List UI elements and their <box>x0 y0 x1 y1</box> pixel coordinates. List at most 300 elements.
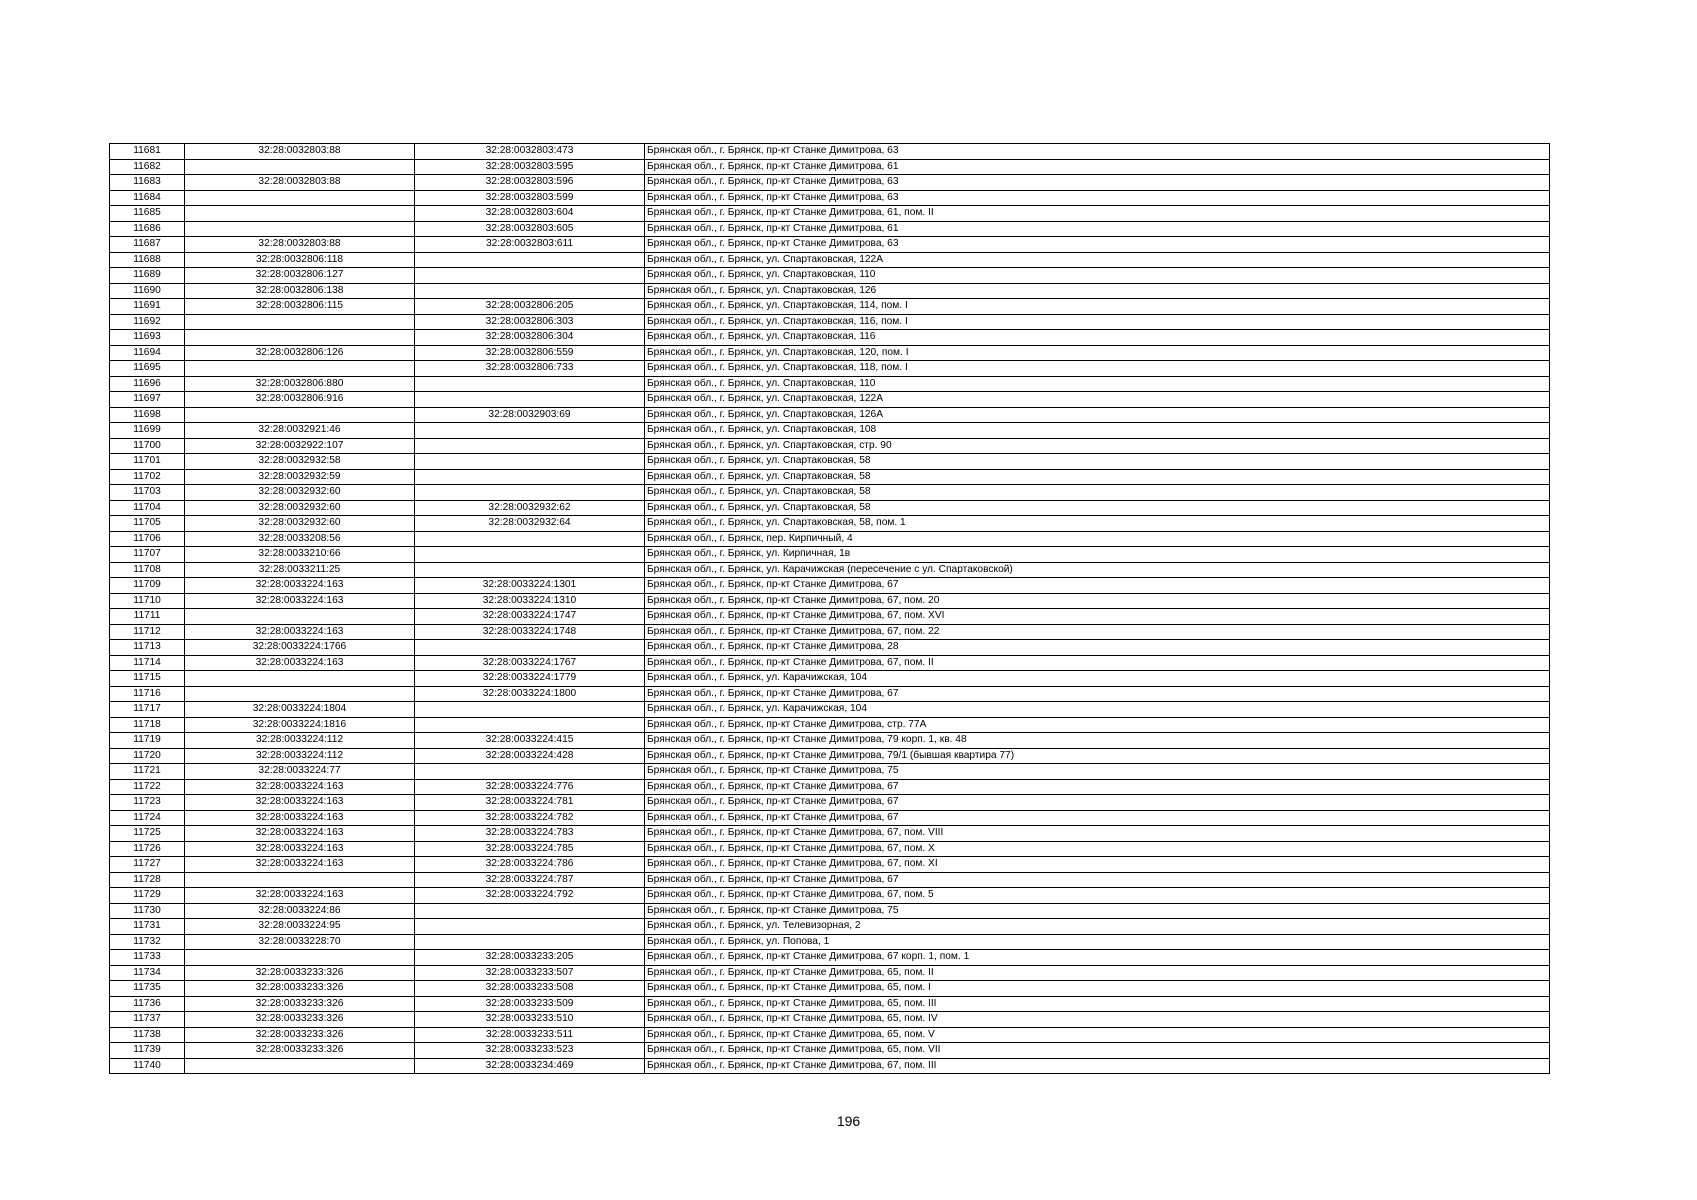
address-cell: Брянская обл., г. Брянск, пер. Кирпичный, 4 <box>645 531 1550 547</box>
parent-cadastral-number-cell: 32:28:0033224:163 <box>185 593 415 609</box>
table-row <box>110 857 1550 873</box>
object-cadastral-number-cell <box>415 640 645 656</box>
table-row <box>110 376 1550 392</box>
row-number-cell: 11699 <box>110 423 185 439</box>
address-cell: Брянская обл., г. Брянск, пр-кт Станке Димитрова, 65, пом. I <box>645 981 1550 997</box>
object-cadastral-number-cell: 32:28:0033233:523 <box>415 1043 645 1059</box>
object-cadastral-number-cell: 32:28:0032806:205 <box>415 299 645 315</box>
row-number-cell: 11691 <box>110 299 185 315</box>
parent-cadastral-number-cell <box>185 314 415 330</box>
address-cell: Брянская обл., г. Брянск, пр-кт Станке Димитрова, 61 <box>645 221 1550 237</box>
table-row <box>110 345 1550 361</box>
row-number-cell: 11708 <box>110 562 185 578</box>
parent-cadastral-number-cell <box>185 159 415 175</box>
row-number-cell: 11732 <box>110 934 185 950</box>
address-cell: Брянская обл., г. Брянск, пр-кт Станке Димитрова, 63 <box>645 190 1550 206</box>
object-cadastral-number-cell <box>415 919 645 935</box>
address-cell: Брянская обл., г. Брянск, ул. Спартаковская, 122А <box>645 252 1550 268</box>
object-cadastral-number-cell: 32:28:0033224:783 <box>415 826 645 842</box>
table-row <box>110 903 1550 919</box>
table-row <box>110 733 1550 749</box>
parent-cadastral-number-cell <box>185 330 415 346</box>
row-number-cell: 11736 <box>110 996 185 1012</box>
parent-cadastral-number-cell <box>185 686 415 702</box>
table-row <box>110 686 1550 702</box>
address-cell: Брянская обл., г. Брянск, пр-кт Станке Димитрова, 67 корп. 1, пом. 1 <box>645 950 1550 966</box>
object-cadastral-number-cell: 32:28:0032903:69 <box>415 407 645 423</box>
object-cadastral-number-cell: 32:28:0033224:786 <box>415 857 645 873</box>
address-cell: Брянская обл., г. Брянск, ул. Попова, 1 <box>645 934 1550 950</box>
address-cell: Брянская обл., г. Брянск, пр-кт Станке Димитрова, 67 <box>645 872 1550 888</box>
object-cadastral-number-cell: 32:28:0033224:1779 <box>415 671 645 687</box>
address-cell: Брянская обл., г. Брянск, ул. Спартаковская, 118, пом. I <box>645 361 1550 377</box>
row-number-cell: 11693 <box>110 330 185 346</box>
parent-cadastral-number-cell: 32:28:0033224:86 <box>185 903 415 919</box>
table-row <box>110 888 1550 904</box>
table-row <box>110 314 1550 330</box>
parent-cadastral-number-cell <box>185 671 415 687</box>
address-cell: Брянская обл., г. Брянск, пр-кт Станке Димитрова, 67, пом. 20 <box>645 593 1550 609</box>
table-row <box>110 531 1550 547</box>
table-row <box>110 268 1550 284</box>
address-cell: Брянская обл., г. Брянск, пр-кт Станке Димитрова, 67, пом. XVI <box>645 609 1550 625</box>
table-row <box>110 252 1550 268</box>
object-cadastral-number-cell: 32:28:0032806:733 <box>415 361 645 377</box>
row-number-cell: 11738 <box>110 1027 185 1043</box>
address-cell: Брянская обл., г. Брянск, ул. Спартаковская, 116 <box>645 330 1550 346</box>
address-cell: Брянская обл., г. Брянск, пр-кт Станке Димитрова, 67, пом. VIII <box>645 826 1550 842</box>
row-number-cell: 11719 <box>110 733 185 749</box>
row-number-cell: 11681 <box>110 144 185 160</box>
address-cell: Брянская обл., г. Брянск, ул. Спартаковская, 122А <box>645 392 1550 408</box>
parent-cadastral-number-cell: 32:28:0033233:326 <box>185 996 415 1012</box>
object-cadastral-number-cell <box>415 438 645 454</box>
parent-cadastral-number-cell <box>185 190 415 206</box>
object-cadastral-number-cell: 32:28:0032932:62 <box>415 500 645 516</box>
parent-cadastral-number-cell <box>185 206 415 222</box>
parent-cadastral-number-cell: 32:28:0033233:326 <box>185 981 415 997</box>
address-cell: Брянская обл., г. Брянск, ул. Спартаковская, 110 <box>645 268 1550 284</box>
row-number-cell: 11733 <box>110 950 185 966</box>
table-row <box>110 965 1550 981</box>
parent-cadastral-number-cell: 32:28:0033233:326 <box>185 1043 415 1059</box>
address-cell: Брянская обл., г. Брянск, пр-кт Станке Димитрова, 79/1 (бывшая квартира 77) <box>645 748 1550 764</box>
table-row <box>110 934 1550 950</box>
row-number-cell: 11714 <box>110 655 185 671</box>
address-cell: Брянская обл., г. Брянск, ул. Карачижская (пересечение с ул. Спартаковской) <box>645 562 1550 578</box>
object-cadastral-number-cell <box>415 934 645 950</box>
table-row <box>110 500 1550 516</box>
table-row <box>110 764 1550 780</box>
row-number-cell: 11682 <box>110 159 185 175</box>
row-number-cell: 11706 <box>110 531 185 547</box>
row-number-cell: 11725 <box>110 826 185 842</box>
table-row <box>110 655 1550 671</box>
object-cadastral-number-cell <box>415 454 645 470</box>
parent-cadastral-number-cell: 32:28:0032803:88 <box>185 144 415 160</box>
address-cell: Брянская обл., г. Брянск, пр-кт Станке Димитрова, 61 <box>645 159 1550 175</box>
row-number-cell: 11723 <box>110 795 185 811</box>
row-number-cell: 11735 <box>110 981 185 997</box>
parent-cadastral-number-cell <box>185 361 415 377</box>
object-cadastral-number-cell: 32:28:0033224:792 <box>415 888 645 904</box>
address-cell: Брянская обл., г. Брянск, пр-кт Станке Димитрова, 67 <box>645 578 1550 594</box>
address-cell: Брянская обл., г. Брянск, ул. Карачижская, 104 <box>645 671 1550 687</box>
address-cell: Брянская обл., г. Брянск, ул. Спартаковская, 116, пом. I <box>645 314 1550 330</box>
table-row <box>110 578 1550 594</box>
table-row <box>110 175 1550 191</box>
address-cell: Брянская обл., г. Брянск, ул. Спартаковская, 108 <box>645 423 1550 439</box>
parent-cadastral-number-cell: 32:28:0033224:1766 <box>185 640 415 656</box>
object-cadastral-number-cell: 32:28:0033224:787 <box>415 872 645 888</box>
object-cadastral-number-cell <box>415 252 645 268</box>
object-cadastral-number-cell: 32:28:0033224:781 <box>415 795 645 811</box>
table-row <box>110 392 1550 408</box>
address-cell: Брянская обл., г. Брянск, пр-кт Станке Димитрова, 65, пом. II <box>645 965 1550 981</box>
address-cell: Брянская обл., г. Брянск, ул. Спартаковская, 120, пом. I <box>645 345 1550 361</box>
row-number-cell: 11730 <box>110 903 185 919</box>
table-row <box>110 547 1550 563</box>
object-cadastral-number-cell: 32:28:0033224:776 <box>415 779 645 795</box>
table-row <box>110 361 1550 377</box>
table-row <box>110 237 1550 253</box>
parent-cadastral-number-cell: 32:28:0032806:916 <box>185 392 415 408</box>
table-row <box>110 609 1550 625</box>
parent-cadastral-number-cell: 32:28:0033233:326 <box>185 1012 415 1028</box>
object-cadastral-number-cell <box>415 764 645 780</box>
table-row <box>110 671 1550 687</box>
object-cadastral-number-cell <box>415 903 645 919</box>
address-cell: Брянская обл., г. Брянск, ул. Спартаковская, 114, пом. I <box>645 299 1550 315</box>
row-number-cell: 11724 <box>110 810 185 826</box>
table-row <box>110 624 1550 640</box>
object-cadastral-number-cell: 32:28:0032803:596 <box>415 175 645 191</box>
address-cell: Брянская обл., г. Брянск, пр-кт Станке Димитрова, стр. 77А <box>645 717 1550 733</box>
object-cadastral-number-cell: 32:28:0032806:303 <box>415 314 645 330</box>
address-cell: Брянская обл., г. Брянск, ул. Спартаковская, стр. 90 <box>645 438 1550 454</box>
object-cadastral-number-cell: 32:28:0032803:605 <box>415 221 645 237</box>
address-cell: Брянская обл., г. Брянск, пр-кт Станке Димитрова, 67, пом. II <box>645 655 1550 671</box>
row-number-cell: 11729 <box>110 888 185 904</box>
table-row <box>110 469 1550 485</box>
parent-cadastral-number-cell: 32:28:0033224:77 <box>185 764 415 780</box>
row-number-cell: 11701 <box>110 454 185 470</box>
row-number-cell: 11685 <box>110 206 185 222</box>
object-cadastral-number-cell: 32:28:0032803:604 <box>415 206 645 222</box>
object-cadastral-number-cell: 32:28:0033233:507 <box>415 965 645 981</box>
row-number-cell: 11737 <box>110 1012 185 1028</box>
address-cell: Брянская обл., г. Брянск, пр-кт Станке Димитрова, 61, пом. II <box>645 206 1550 222</box>
row-number-cell: 11707 <box>110 547 185 563</box>
address-cell: Брянская обл., г. Брянск, ул. Спартаковская, 58 <box>645 485 1550 501</box>
row-number-cell: 11717 <box>110 702 185 718</box>
object-cadastral-number-cell: 32:28:0032803:599 <box>415 190 645 206</box>
parent-cadastral-number-cell: 32:28:0032806:118 <box>185 252 415 268</box>
row-number-cell: 11705 <box>110 516 185 532</box>
row-number-cell: 11686 <box>110 221 185 237</box>
parent-cadastral-number-cell: 32:28:0033224:163 <box>185 779 415 795</box>
row-number-cell: 11740 <box>110 1058 185 1074</box>
parent-cadastral-number-cell: 32:28:0033224:95 <box>185 919 415 935</box>
parent-cadastral-number-cell: 32:28:0032806:880 <box>185 376 415 392</box>
object-cadastral-number-cell <box>415 562 645 578</box>
parent-cadastral-number-cell: 32:28:0032932:59 <box>185 469 415 485</box>
address-cell: Брянская обл., г. Брянск, ул. Карачижская, 104 <box>645 702 1550 718</box>
table-row <box>110 810 1550 826</box>
object-cadastral-number-cell: 32:28:0032932:64 <box>415 516 645 532</box>
parent-cadastral-number-cell: 32:28:0033233:326 <box>185 965 415 981</box>
object-cadastral-number-cell <box>415 531 645 547</box>
row-number-cell: 11703 <box>110 485 185 501</box>
registry-table-body <box>110 144 1550 1074</box>
address-cell: Брянская обл., г. Брянск, ул. Спартаковская, 58, пом. 1 <box>645 516 1550 532</box>
parent-cadastral-number-cell <box>185 221 415 237</box>
row-number-cell: 11700 <box>110 438 185 454</box>
parent-cadastral-number-cell: 32:28:0032806:138 <box>185 283 415 299</box>
address-cell: Брянская обл., г. Брянск, пр-кт Станке Димитрова, 65, пом. V <box>645 1027 1550 1043</box>
address-cell: Брянская обл., г. Брянск, ул. Спартаковская, 110 <box>645 376 1550 392</box>
object-cadastral-number-cell: 32:28:0033224:1310 <box>415 593 645 609</box>
table-row <box>110 717 1550 733</box>
table-row <box>110 423 1550 439</box>
object-cadastral-number-cell <box>415 717 645 733</box>
object-cadastral-number-cell: 32:28:0033233:509 <box>415 996 645 1012</box>
table-row <box>110 779 1550 795</box>
object-cadastral-number-cell: 32:28:0033224:782 <box>415 810 645 826</box>
row-number-cell: 11712 <box>110 624 185 640</box>
parent-cadastral-number-cell <box>185 872 415 888</box>
parent-cadastral-number-cell: 32:28:0033224:112 <box>185 748 415 764</box>
parent-cadastral-number-cell: 32:28:0033224:1816 <box>185 717 415 733</box>
object-cadastral-number-cell: 32:28:0033233:508 <box>415 981 645 997</box>
parent-cadastral-number-cell: 32:28:0033210:66 <box>185 547 415 563</box>
table-row <box>110 748 1550 764</box>
object-cadastral-number-cell: 32:28:0033233:510 <box>415 1012 645 1028</box>
address-cell: Брянская обл., г. Брянск, пр-кт Станке Димитрова, 65, пом. IV <box>645 1012 1550 1028</box>
object-cadastral-number-cell <box>415 469 645 485</box>
object-cadastral-number-cell: 32:28:0033224:1800 <box>415 686 645 702</box>
parent-cadastral-number-cell: 32:28:0033224:163 <box>185 888 415 904</box>
row-number-cell: 11716 <box>110 686 185 702</box>
table-row <box>110 221 1550 237</box>
address-cell: Брянская обл., г. Брянск, пр-кт Станке Димитрова, 63 <box>645 175 1550 191</box>
parent-cadastral-number-cell: 32:28:0033224:112 <box>185 733 415 749</box>
parent-cadastral-number-cell: 32:28:0032803:88 <box>185 237 415 253</box>
object-cadastral-number-cell: 32:28:0033234:469 <box>415 1058 645 1074</box>
table-row <box>110 919 1550 935</box>
parent-cadastral-number-cell <box>185 609 415 625</box>
table-row <box>110 702 1550 718</box>
address-cell: Брянская обл., г. Брянск, пр-кт Станке Димитрова, 65, пом. VII <box>645 1043 1550 1059</box>
table-row <box>110 485 1550 501</box>
address-cell: Брянская обл., г. Брянск, пр-кт Станке Димитрова, 67 <box>645 686 1550 702</box>
parent-cadastral-number-cell: 32:28:0033224:163 <box>185 795 415 811</box>
row-number-cell: 11689 <box>110 268 185 284</box>
table-row <box>110 144 1550 160</box>
row-number-cell: 11713 <box>110 640 185 656</box>
row-number-cell: 11734 <box>110 965 185 981</box>
parent-cadastral-number-cell: 32:28:0033224:163 <box>185 857 415 873</box>
row-number-cell: 11697 <box>110 392 185 408</box>
row-number-cell: 11726 <box>110 841 185 857</box>
parent-cadastral-number-cell <box>185 1058 415 1074</box>
parent-cadastral-number-cell: 32:28:0033224:163 <box>185 826 415 842</box>
parent-cadastral-number-cell: 32:28:0032921:46 <box>185 423 415 439</box>
object-cadastral-number-cell: 32:28:0033224:1767 <box>415 655 645 671</box>
object-cadastral-number-cell <box>415 485 645 501</box>
table-row <box>110 996 1550 1012</box>
table-row <box>110 640 1550 656</box>
row-number-cell: 11704 <box>110 500 185 516</box>
parent-cadastral-number-cell: 32:28:0032803:88 <box>185 175 415 191</box>
parent-cadastral-number-cell: 32:28:0032932:60 <box>185 500 415 516</box>
address-cell: Брянская обл., г. Брянск, ул. Кирпичная, 1в <box>645 547 1550 563</box>
table-row <box>110 841 1550 857</box>
table-row <box>110 1012 1550 1028</box>
row-number-cell: 11718 <box>110 717 185 733</box>
parent-cadastral-number-cell: 32:28:0032932:60 <box>185 485 415 501</box>
row-number-cell: 11698 <box>110 407 185 423</box>
table-row <box>110 562 1550 578</box>
row-number-cell: 11709 <box>110 578 185 594</box>
address-cell: Брянская обл., г. Брянск, пр-кт Станке Димитрова, 67 <box>645 795 1550 811</box>
table-row <box>110 159 1550 175</box>
object-cadastral-number-cell <box>415 423 645 439</box>
row-number-cell: 11692 <box>110 314 185 330</box>
row-number-cell: 11710 <box>110 593 185 609</box>
parent-cadastral-number-cell: 32:28:0033208:56 <box>185 531 415 547</box>
object-cadastral-number-cell: 32:28:0033224:1747 <box>415 609 645 625</box>
object-cadastral-number-cell: 32:28:0033224:1748 <box>415 624 645 640</box>
object-cadastral-number-cell <box>415 702 645 718</box>
address-cell: Брянская обл., г. Брянск, пр-кт Станке Димитрова, 67, пом. XI <box>645 857 1550 873</box>
object-cadastral-number-cell: 32:28:0032803:595 <box>415 159 645 175</box>
row-number-cell: 11683 <box>110 175 185 191</box>
address-cell: Брянская обл., г. Брянск, пр-кт Станке Димитрова, 28 <box>645 640 1550 656</box>
table-row <box>110 981 1550 997</box>
row-number-cell: 11695 <box>110 361 185 377</box>
table-row <box>110 206 1550 222</box>
page-number: 196 <box>836 1113 861 1129</box>
table-row <box>110 299 1550 315</box>
object-cadastral-number-cell: 32:28:0032803:611 <box>415 237 645 253</box>
address-cell: Брянская обл., г. Брянск, ул. Спартаковская, 126А <box>645 407 1550 423</box>
row-number-cell: 11720 <box>110 748 185 764</box>
parent-cadastral-number-cell: 32:28:0032806:126 <box>185 345 415 361</box>
address-cell: Брянская обл., г. Брянск, ул. Спартаковская, 58 <box>645 500 1550 516</box>
table-row <box>110 438 1550 454</box>
row-number-cell: 11722 <box>110 779 185 795</box>
address-cell: Брянская обл., г. Брянск, пр-кт Станке Димитрова, 75 <box>645 764 1550 780</box>
object-cadastral-number-cell <box>415 547 645 563</box>
row-number-cell: 11702 <box>110 469 185 485</box>
object-cadastral-number-cell <box>415 392 645 408</box>
object-cadastral-number-cell: 32:28:0033224:428 <box>415 748 645 764</box>
table-row <box>110 1027 1550 1043</box>
table-row <box>110 330 1550 346</box>
row-number-cell: 11696 <box>110 376 185 392</box>
object-cadastral-number-cell <box>415 268 645 284</box>
address-cell: Брянская обл., г. Брянск, пр-кт Станке Димитрова, 67, пом. X <box>645 841 1550 857</box>
address-cell: Брянская обл., г. Брянск, пр-кт Станке Димитрова, 67, пом. III <box>645 1058 1550 1074</box>
table-row <box>110 454 1550 470</box>
parent-cadastral-number-cell: 32:28:0032806:127 <box>185 268 415 284</box>
address-cell: Брянская обл., г. Брянск, пр-кт Станке Димитрова, 67 <box>645 779 1550 795</box>
address-cell: Брянская обл., г. Брянск, пр-кт Станке Димитрова, 67, пом. 5 <box>645 888 1550 904</box>
address-cell: Брянская обл., г. Брянск, пр-кт Станке Димитрова, 75 <box>645 903 1550 919</box>
object-cadastral-number-cell <box>415 376 645 392</box>
object-cadastral-number-cell: 32:28:0032803:473 <box>415 144 645 160</box>
row-number-cell: 11715 <box>110 671 185 687</box>
address-cell: Брянская обл., г. Брянск, ул. Спартаковская, 58 <box>645 469 1550 485</box>
object-cadastral-number-cell: 32:28:0032806:304 <box>415 330 645 346</box>
table-row <box>110 872 1550 888</box>
object-cadastral-number-cell: 32:28:0033233:205 <box>415 950 645 966</box>
row-number-cell: 11688 <box>110 252 185 268</box>
row-number-cell: 11739 <box>110 1043 185 1059</box>
object-cadastral-number-cell: 32:28:0033224:415 <box>415 733 645 749</box>
table-row <box>110 516 1550 532</box>
parent-cadastral-number-cell: 32:28:0033224:163 <box>185 655 415 671</box>
row-number-cell: 11721 <box>110 764 185 780</box>
address-cell: Брянская обл., г. Брянск, пр-кт Станке Димитрова, 67 <box>645 810 1550 826</box>
row-number-cell: 11711 <box>110 609 185 625</box>
row-number-cell: 11731 <box>110 919 185 935</box>
address-cell: Брянская обл., г. Брянск, пр-кт Станке Димитрова, 67, пом. 22 <box>645 624 1550 640</box>
table-row <box>110 283 1550 299</box>
row-number-cell: 11727 <box>110 857 185 873</box>
table-row <box>110 407 1550 423</box>
parent-cadastral-number-cell: 32:28:0033228:70 <box>185 934 415 950</box>
object-cadastral-number-cell: 32:28:0033233:511 <box>415 1027 645 1043</box>
address-cell: Брянская обл., г. Брянск, пр-кт Станке Димитрова, 65, пом. III <box>645 996 1550 1012</box>
row-number-cell: 11728 <box>110 872 185 888</box>
table-row <box>110 950 1550 966</box>
address-cell: Брянская обл., г. Брянск, ул. Телевизорная, 2 <box>645 919 1550 935</box>
parent-cadastral-number-cell: 32:28:0032932:58 <box>185 454 415 470</box>
parent-cadastral-number-cell: 32:28:0033224:163 <box>185 841 415 857</box>
parent-cadastral-number-cell: 32:28:0032922:107 <box>185 438 415 454</box>
parent-cadastral-number-cell: 32:28:0032806:115 <box>185 299 415 315</box>
row-number-cell: 11694 <box>110 345 185 361</box>
table-row <box>110 1043 1550 1059</box>
parent-cadastral-number-cell: 32:28:0032932:60 <box>185 516 415 532</box>
object-cadastral-number-cell: 32:28:0033224:785 <box>415 841 645 857</box>
address-cell: Брянская обл., г. Брянск, пр-кт Станке Димитрова, 63 <box>645 144 1550 160</box>
parent-cadastral-number-cell <box>185 407 415 423</box>
address-cell: Брянская обл., г. Брянск, пр-кт Станке Димитрова, 79 корп. 1, кв. 48 <box>645 733 1550 749</box>
parent-cadastral-number-cell: 32:28:0033224:163 <box>185 578 415 594</box>
table-row <box>110 1058 1550 1074</box>
address-cell: Брянская обл., г. Брянск, ул. Спартаковская, 126 <box>645 283 1550 299</box>
parent-cadastral-number-cell: 32:28:0033224:1804 <box>185 702 415 718</box>
parent-cadastral-number-cell: 32:28:0033211:25 <box>185 562 415 578</box>
parent-cadastral-number-cell: 32:28:0033224:163 <box>185 624 415 640</box>
table-row <box>110 190 1550 206</box>
row-number-cell: 11687 <box>110 237 185 253</box>
table-row <box>110 795 1550 811</box>
parent-cadastral-number-cell: 32:28:0033233:326 <box>185 1027 415 1043</box>
registry-table <box>109 143 1550 1074</box>
parent-cadastral-number-cell <box>185 950 415 966</box>
parent-cadastral-number-cell: 32:28:0033224:163 <box>185 810 415 826</box>
table-row <box>110 593 1550 609</box>
address-cell: Брянская обл., г. Брянск, пр-кт Станке Димитрова, 63 <box>645 237 1550 253</box>
table-row <box>110 826 1550 842</box>
object-cadastral-number-cell: 32:28:0033224:1301 <box>415 578 645 594</box>
object-cadastral-number-cell <box>415 283 645 299</box>
row-number-cell: 11684 <box>110 190 185 206</box>
